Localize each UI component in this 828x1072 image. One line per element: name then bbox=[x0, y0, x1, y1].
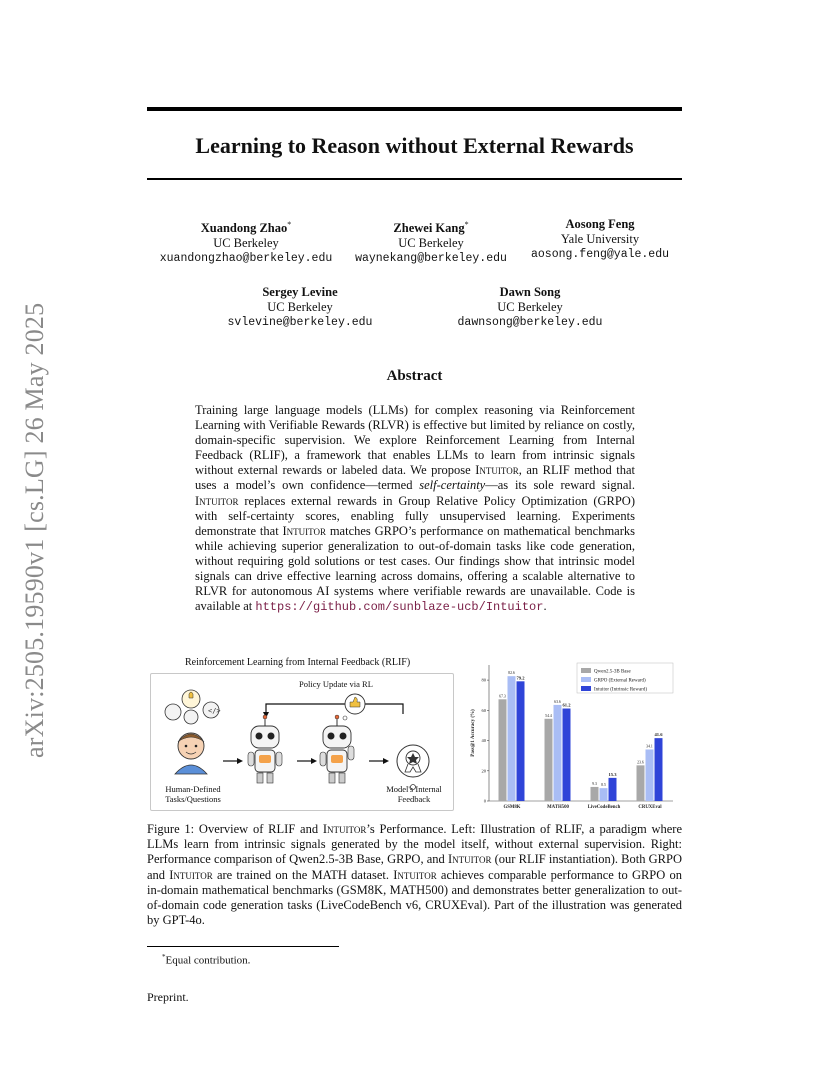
method-name: Intuitor bbox=[195, 493, 239, 508]
code-link[interactable]: https://github.com/sunblaze-ucb/Intuitor bbox=[255, 600, 544, 615]
author-email[interactable]: dawnsong@berkeley.edu bbox=[457, 316, 603, 329]
x-tick-label: CRUXEval bbox=[638, 805, 662, 810]
author-affiliation: Yale University bbox=[560, 232, 640, 246]
author-name: Dawn Song bbox=[499, 285, 561, 299]
bar-value-label: 82.6 bbox=[508, 671, 515, 676]
bar bbox=[517, 681, 525, 801]
internal-feedback-badge-icon bbox=[397, 745, 429, 790]
performance-bar-chart bbox=[467, 657, 679, 813]
legend-swatch bbox=[581, 686, 591, 691]
author-email[interactable]: aosong.feng@yale.edu bbox=[530, 248, 670, 261]
bar bbox=[545, 719, 553, 801]
x-tick-label: GSM8K bbox=[503, 805, 521, 810]
author-email[interactable]: xuandongzhao@berkeley.edu bbox=[159, 252, 333, 266]
abstract-text: replaces external rewards in Group Relative Policy Optimization (GRPO) with self-certainty scores, enabling fully unsupervised learning. Experiments demonstrate that bbox=[195, 493, 635, 538]
author-name: Aosong Feng bbox=[565, 217, 635, 231]
legend-entry: Intuitor (Intrinsic Reward) bbox=[594, 687, 648, 693]
legend-entry: Qwen2.5-3B Base bbox=[594, 669, 631, 675]
author-block-levine bbox=[205, 285, 395, 330]
label-line: Feedback bbox=[397, 794, 431, 804]
y-tick-label: 20 bbox=[481, 768, 486, 774]
bar bbox=[563, 709, 571, 801]
method-name: Intuitor bbox=[282, 523, 326, 538]
footnote bbox=[162, 951, 250, 968]
preprint-label: Preprint. bbox=[147, 990, 189, 1004]
self-certainty-term: self-certainty bbox=[419, 478, 486, 493]
caption-text: (our RLIF instantiation). Both GRPO and bbox=[147, 852, 682, 882]
figure-caption bbox=[147, 822, 682, 928]
author-affiliation: UC Berkeley bbox=[497, 300, 563, 314]
footnote-mark: * bbox=[162, 953, 166, 961]
bar-value-label: 15.3 bbox=[608, 771, 617, 777]
figure-1 bbox=[147, 655, 682, 815]
legend-entry: GRPO (External Reward) bbox=[594, 678, 646, 684]
bar bbox=[499, 699, 507, 801]
internal-feedback-label bbox=[381, 784, 447, 804]
label-line: Model's Internal bbox=[386, 784, 442, 794]
author-name: Xuandong Zhao bbox=[200, 221, 288, 236]
arrow-head bbox=[383, 758, 389, 764]
abstract-text: . bbox=[543, 599, 547, 614]
bar bbox=[609, 778, 617, 801]
method-name: Intuitor bbox=[169, 867, 213, 882]
author-name: Zhewei Kang bbox=[393, 221, 465, 236]
method-name: Intuitor bbox=[322, 822, 367, 836]
abstract-heading: Abstract bbox=[386, 368, 443, 384]
legend-swatch bbox=[581, 668, 591, 673]
bar bbox=[508, 676, 516, 801]
bar bbox=[637, 765, 645, 801]
y-tick-label: 0 bbox=[483, 798, 486, 804]
human-child-icon bbox=[175, 733, 207, 774]
caption-label: Figure 1: bbox=[147, 822, 195, 836]
legend-swatch bbox=[581, 677, 591, 682]
x-tick-label: MATH500 bbox=[547, 805, 569, 810]
thinking-robot-icon bbox=[320, 694, 365, 783]
author-affiliation: UC Berkeley bbox=[213, 236, 279, 251]
abstract-body bbox=[195, 403, 635, 615]
arxiv-side-stamp: arXiv:2505.19590v1 [cs.LG] 26 May 2025 bbox=[20, 302, 49, 758]
bar-value-label: 54.4 bbox=[545, 713, 552, 718]
author-affiliation: UC Berkeley bbox=[398, 236, 464, 251]
y-tick-label: 40 bbox=[481, 738, 486, 744]
label-line: Human-Defined bbox=[165, 784, 221, 794]
bar-value-label: 34.1 bbox=[646, 744, 653, 749]
caption-text: ’s Performance. Left: Illustration of RLIF, a paradigm where LLMs learn from intrinsic signals generated by the model itself, without external supervision. Right: Performance comparison of Qwen2.5-3B Base, GRPO, and bbox=[147, 822, 683, 867]
equal-contribution-mark: * bbox=[464, 220, 469, 229]
abstract-text: matches GRPO’s performance on mathematical benchmarks while achieving superior generalization to out-of-domain tasks like code generation, without requiring gold solutions or test cases. Our findings show that intrinsic model signals can drive effective learning across domains, offering a scalable alternative to RLVR for autonomous AI systems where verifiable rewards are unavailable. Code is available at bbox=[195, 523, 635, 614]
bar-value-label: 79.2 bbox=[516, 675, 525, 681]
thought-bubble-icons bbox=[165, 690, 221, 724]
bar-value-label: 8.5 bbox=[601, 783, 606, 788]
author-block-song bbox=[440, 285, 620, 330]
svg-text:</>: </> bbox=[208, 707, 221, 715]
caption-text: Overview of RLIF and bbox=[194, 822, 323, 836]
bar-value-label: 63.6 bbox=[554, 699, 561, 704]
x-tick-label: LiveCodeBench bbox=[587, 805, 621, 810]
abstract-text: —as its sole reward signal. bbox=[485, 478, 635, 493]
author-block-kang bbox=[350, 217, 512, 266]
equal-contribution-mark: * bbox=[287, 220, 292, 229]
bar bbox=[591, 787, 599, 801]
bar bbox=[554, 705, 562, 801]
author-block-feng bbox=[520, 217, 680, 262]
bar-value-label: 9.3 bbox=[592, 781, 597, 786]
author-name: Sergey Levine bbox=[262, 285, 338, 299]
author-affiliation: UC Berkeley bbox=[267, 300, 333, 314]
abstract-text: Training large language models (LLMs) for complex reasoning via Reinforcement Learning with Verifiable Rewards (RLVR) is effective but limited by reliance on costly, domain-specific supervision. We explore Reinforcement Learning from Internal Feedback (RLIF), a framework that enables LLMs to learn from intrinsic signals without external rewards or labeled data. We propose bbox=[195, 403, 635, 478]
bar-value-label: 67.3 bbox=[499, 694, 506, 699]
policy-update-label: Policy Update via RL bbox=[299, 679, 373, 689]
title-bottom-rule bbox=[147, 178, 682, 180]
author-block-zhao bbox=[150, 217, 342, 266]
y-tick-label: 80 bbox=[481, 677, 486, 683]
author-email[interactable]: svlevine@berkeley.edu bbox=[227, 316, 373, 329]
title-top-rule bbox=[147, 107, 682, 111]
arrow-head bbox=[311, 758, 317, 764]
bar-value-label: 61.2 bbox=[562, 702, 571, 708]
bar-value-label: 23.6 bbox=[637, 760, 644, 765]
method-name: Intuitor bbox=[393, 867, 437, 882]
caption-text: are trained on the MATH dataset. bbox=[212, 867, 394, 882]
rlif-illustration-title: Reinforcement Learning from Internal Feedback (RLIF) bbox=[185, 657, 411, 668]
rlif-illustration bbox=[150, 673, 454, 811]
y-axis-label: Pass@1 Accuracy (%) bbox=[471, 709, 476, 757]
human-defined-label bbox=[155, 784, 231, 804]
bar bbox=[600, 788, 608, 801]
abstract-text: , an RLIF method that uses a model’s own confidence—termed bbox=[195, 463, 635, 493]
bar-value-label: 41.6 bbox=[654, 732, 663, 738]
y-tick-label: 60 bbox=[481, 707, 486, 713]
author-email[interactable]: waynekang@berkeley.edu bbox=[355, 252, 507, 266]
label-line: Tasks/Questions bbox=[165, 794, 221, 804]
arrow-head bbox=[237, 758, 243, 764]
footnote-text: Equal contribution. bbox=[165, 954, 251, 967]
paper-title: Learning to Reason without External Rewards bbox=[195, 133, 634, 158]
method-name: Intuitor bbox=[447, 852, 492, 867]
robot-icon bbox=[248, 715, 282, 783]
footnote-rule bbox=[147, 946, 339, 947]
caption-text: achieves comparable performance to GRPO on in-domain mathematical benchmarks (GSM8K, MATH500) and demonstrates better generalization to out-of-domain code generation tasks (LiveCodeBench v6, CRUXEval). Part of the illustration was generated by GPT-4o. bbox=[147, 867, 682, 928]
bar bbox=[655, 738, 663, 801]
policy-update-arrow bbox=[266, 704, 403, 714]
method-name: Intuitor bbox=[475, 463, 519, 478]
bar bbox=[646, 749, 654, 801]
